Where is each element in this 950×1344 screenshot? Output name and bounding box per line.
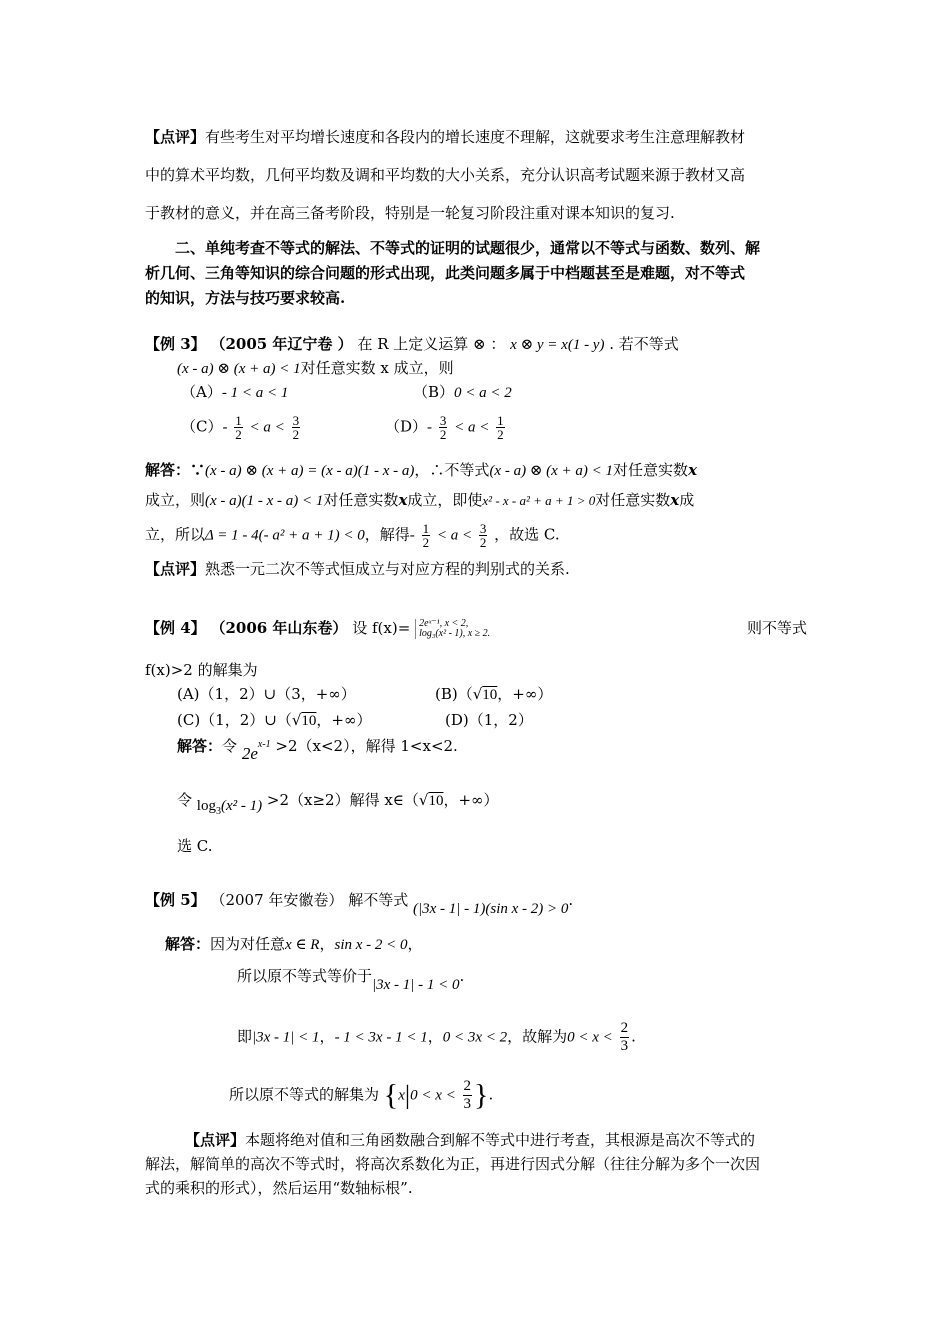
solution-tag: 解答： [145, 461, 191, 479]
example-5-review-line-2: 解法，解简单的高次不等式时，将高次系数化为正，再进行因式分解（往往分解为多个一次因 [145, 1155, 761, 1173]
example-3-tag: 【例 3】 [145, 335, 206, 353]
option-A: (A)（1，2）∪（3，+∞） [177, 685, 356, 703]
option-C: （C）- $\frac{1}{2}$ < a < $\frac{3}{2}$ [181, 413, 300, 442]
option-B: （B）0 < a < 2 [413, 383, 512, 401]
section-heading-line-1: 二、单纯考查不等式的解法、不等式的证明的试题很少，通常以不等式与函数、数列、解 [175, 239, 761, 257]
example-3-solution-line-3: 立，所以Δ = 1 - 4(- a² + a + 1) < 0，解得- $\frac{1}{2}$ < a < $\frac{3}{2}$ ，故选 C. [145, 521, 560, 550]
example-5-solution-line-1: 解答：因为对任意x ∈ R，sin x - 2 < 0， [165, 935, 423, 953]
example-4-question-line-2: f(x)>2 的解集为 [145, 661, 258, 679]
example-5-source: （2007 年安徽卷） [210, 891, 344, 909]
fraction: $\frac{1}{2}$ [497, 413, 504, 442]
radicand: 10 [482, 687, 498, 703]
review-tag: 【点评】 [185, 1131, 246, 1149]
review-paragraph-1 [145, 127, 807, 147]
fraction: $\frac{1}{2}$ [422, 521, 430, 550]
radicand: 10 [428, 793, 444, 809]
section-heading-line-2: 析几何、三角等知识的综合问题的形式出现，此类问题多属于中档题甚至是难题，对不等式 [145, 264, 746, 282]
example-3-review: 【点评】熟悉一元二次不等式恒成立与对应方程的判别式的关系. [145, 560, 570, 578]
fraction: $\frac{3}{2}$ [439, 413, 447, 442]
example-5-tag: 【例 5】 [145, 891, 206, 909]
fraction: $\frac{1}{2}$ [235, 413, 242, 442]
example-4-question: 【例 4】 （2006 年山东卷） 设 f(x)= 2eˣ⁻¹, x < 2, log₃(x² - 1), x ≥ 2. 则不等式 [145, 618, 807, 639]
operation-definition: x ⊗ y = x(1 - y) [510, 337, 605, 353]
fraction: $\frac{2}{3}$ [620, 1020, 629, 1054]
radicand: 10 [301, 713, 317, 729]
solution-tag: 解答： [165, 935, 211, 953]
section-heading-line-3: 的知识，方法与技巧要求较高. [145, 289, 346, 307]
example-5-review-line-1: 【点评】本题将绝对值和三角函数融合到解不等式中进行考查，其根源是高次不等式的 [185, 1131, 756, 1149]
example-4-solution-line-1: 解答：令 $2e^{x-1} >2(x<2)$，解得 1<x<2. [177, 737, 458, 763]
fraction: $\frac{3}{2}$ [479, 521, 487, 550]
example-3-solution-line-1: 解答：∵(x - a) ⊗ (x + a) = (x - a)(1 - x - a)，∴不等式(x - a) ⊗ (x + a) < 1对任意实数x [145, 461, 698, 479]
example-3-source: （2005 年辽宁卷 ） [210, 335, 353, 353]
option-C: (C)（1，2）∪（√10，+∞） [177, 711, 372, 729]
piecewise-function: 2eˣ⁻¹, x < 2, log₃(x² - 1), x ≥ 2. [415, 619, 490, 639]
option-B: (B)（√10，+∞） [435, 685, 553, 703]
review-text: 有些考生对平均增长速度和各段内的增长速度不理解，这就要求考生注意理解教材 [205, 128, 746, 146]
option-D: （D）- $\frac{3}{2}$ < a < $\frac{1}{2}$ [385, 413, 504, 442]
example-3-solution-line-2: 成立，则(x - a)(1 - x - a) < 1对任意实数x成立，即使x² - x - a² + a + 1 > 0对任意实数x成 [145, 491, 695, 509]
example-3-question-line-2: (x - a) ⊗ (x + a) < 1对任意实数 x 成立，则 [177, 359, 454, 377]
review-line-3: 于教材的意义，并在高三备考阶段，特别是一轮复习阶段注重对课本知识的复习. [145, 204, 675, 222]
example-4-source: （2006 年山东卷） [210, 619, 348, 637]
fraction: $\frac{2}{3}$ [463, 1078, 472, 1112]
fraction: $\frac{3}{2}$ [292, 413, 300, 442]
example-5-review-line-3: 式的乘积的形式），然后运用“数轴标根”. [145, 1179, 413, 1197]
review-tag: 【点评】 [145, 128, 206, 146]
review-line-2: 中的算术平均数，几何平均数及调和平均数的大小关系，充分认识高考试题来源于教材又高 [145, 166, 746, 184]
solution-tag: 解答： [177, 737, 223, 755]
option-D: (D)（1，2） [445, 711, 533, 729]
example-5-question: 【例 5】 （2007 年安徽卷） 解不等式 (|3x - 1| - 1)(sin x - 2) > 0. [145, 891, 574, 917]
example-4-tag: 【例 4】 [145, 619, 206, 637]
example-5-solution-line-4: 所以原不等式的解集为 {x|0 < x < $\frac{2}{3}$ }. [229, 1078, 494, 1112]
example-3-question: 【例 3】 （2005 年辽宁卷 ） 在 R 上定义运算 ⊗ ： x ⊗ y = x(1 - y) . 若不等式 [145, 335, 679, 353]
option-A: （A）- 1 < a < 1 [181, 383, 289, 401]
example-4-solution-line-3: 选 C. [177, 837, 213, 855]
example-4-solution-line-2: 令 $\log_3(x^2 - 1) >2(x\ge 2)$解得 x∈（√10，+∞） [177, 791, 499, 817]
example-5-solution-line-3: 即|3x - 1| < 1，- 1 < 3x - 1 < 1，0 < 3x < 2，故解为0 < x < $\frac{2}{3}$ . [237, 1020, 636, 1054]
review-tag: 【点评】 [145, 560, 206, 578]
example-5-solution-line-2: 所以原不等式等价于|3x - 1| - 1 < 0. [237, 967, 465, 993]
